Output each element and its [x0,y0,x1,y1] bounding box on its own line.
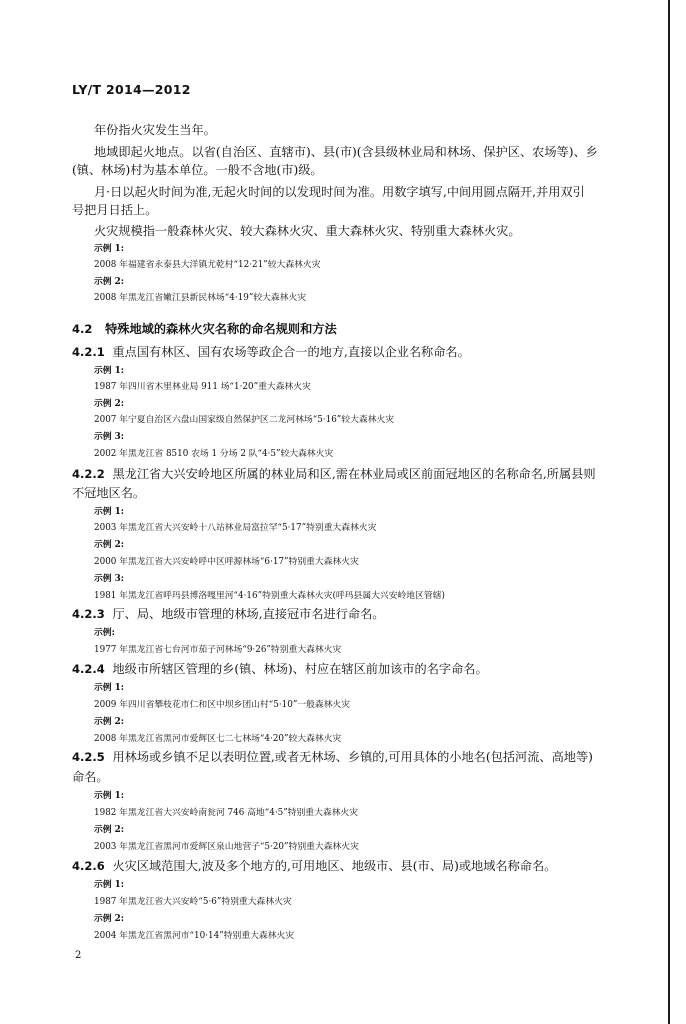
example-text: 1977 年黑龙江省七台河市茄子河林场“9·26”特别重大森林火灾 [94,645,342,655]
example-text: 1987 年黑龙江省大兴安岭“5·6”特别重大森林火灾 [94,897,292,907]
example-label: 示例 2: [94,825,125,835]
example-label: 示例 3: [94,574,125,584]
clause-text: 厅、局、地级市管理的林场,直接冠市名进行命名。 [112,607,385,621]
example-text: 2008 年黑龙江省嫩江县新民林场“4·19”较大森林火灾 [94,293,307,303]
example-label: 示例 2: [94,717,125,727]
example-label: 示例 2: [94,277,125,287]
page-number: 2 [75,950,82,961]
clause-text-continued: 不冠地区名。 [72,486,146,500]
clause-text: 用林场或乡镇不足以表明位置,或者无林场、乡镇的,可用具体的小地名(包括河流、高地等) [112,750,593,764]
example-text: 2003 年黑龙江省大兴安岭十八站林业局富拉罕“5·17”特别重大森林火灾 [94,523,377,533]
clause-text: 地级市所辖区管理的乡(镇、林场)、村应在辖区前加该市的名字命名。 [112,662,488,676]
example-text: 2004 年黑龙江省黑河市“10·14”特别重大森林火灾 [94,931,295,941]
clause-number: 4.2.6 [72,859,105,873]
intro-paragraph-region-line2: (镇、林场)村为基本单位。一般不含地(市)级。 [72,163,323,177]
example-text: 2009 年四川省攀枝花市仁和区中坝乡团山村“5·10”一般森林火灾 [94,700,351,710]
clause-number: 4.2.5 [72,750,105,764]
example-text: 2008 年福建省永泰县大洋镇尤乾村“12·21”较大森林火灾 [94,260,321,270]
example-label: 示例: [94,628,115,638]
example-label: 示例 1: [94,683,125,693]
example-text: 1981 年黑龙江省呼玛县博洛嘎里河“4·16”特别重大森林火灾(呼玛县属大兴安岭地区管辖) [94,591,445,601]
example-label: 示例 1: [94,244,125,254]
scan-edge-line [668,0,670,1024]
clause-text: 黑龙江省大兴安岭地区所属的林业局和区,需在林业局或区前面冠地区的名称命名,所属县则 [112,467,596,481]
clause-4-2-4 [72,660,488,677]
example-label: 示例 1: [94,880,125,890]
section-number: 4.2 [72,322,93,336]
example-label: 示例 1: [94,791,125,801]
example-text: 1982 年黑龙江省大兴安岭南瓮河 746 高地“4·5”特别重大森林火灾 [94,808,359,818]
example-label: 示例 2: [94,914,125,924]
clause-text: 火灾区域范围大,波及多个地方的,可用地区、地级市、县(市、局)或地域名称命名。 [112,859,557,873]
section-title: 特殊地域的森林火灾名称的命名规则和方法 [105,322,337,336]
clause-4-2-1 [72,343,470,360]
clause-number: 4.2.1 [72,345,105,359]
example-text: 2007 年宁夏自治区六盘山国家级自然保护区二龙河林场“5·16”较大森林火灾 [94,415,395,425]
clause-text: 重点国有林区、国有农场等政企合一的地方,直接以企业名称命名。 [112,345,470,359]
example-text: 1987 年四川省木里林业局 911 场“1·20”重大森林火灾 [94,382,311,392]
example-label: 示例 2: [94,399,125,409]
example-label: 示例 2: [94,540,125,550]
intro-paragraph-year: 年份指火灾发生当年。 [94,123,216,137]
clause-number: 4.2.2 [72,467,105,481]
standard-code-header: LY/T 2014—2012 [72,82,191,97]
example-text: 2002 年黑龙江省 8510 农场 1 分场 2 队“4·5”较大森林火灾 [94,449,334,459]
clause-4-2-2 [72,465,596,482]
example-text: 2000 年黑龙江省大兴安岭呼中区呼源林场“6·17”特别重大森林火灾 [94,557,359,567]
example-label: 示例 1: [94,366,125,376]
clause-number: 4.2.3 [72,607,105,621]
clause-4-2-3 [72,605,385,622]
example-text: 2003 年黑龙江省黑河市爱辉区泉山地营子“5·20”特别重大森林火灾 [94,842,359,852]
intro-paragraph-scale: 火灾规模指一般森林火灾、较大森林火灾、重大森林火灾、特别重大森林火灾。 [94,224,521,238]
example-text: 2008 年黑龙江省黑河市爱辉区七二七林场“4·20”较大森林火灾 [94,734,342,744]
intro-paragraph-region-line1: 地域即起火地点。以省(自治区、直辖市)、县(市)(含县级林业局和林场、保护区、农场等)、乡 [94,145,598,159]
example-label: 示例 1: [94,507,125,517]
clause-4-2-5 [72,748,593,765]
section-heading [72,320,337,337]
clause-number: 4.2.4 [72,662,105,676]
example-label: 示例 3: [94,432,125,442]
clause-4-2-6 [72,857,556,874]
clause-text-continued: 命名。 [72,770,109,784]
intro-paragraph-date-line2: 号把月日括上。 [72,203,158,217]
intro-paragraph-date-line1: 月·日以起火时间为准,无起火时间的以发现时间为准。用数字填写,中间用圆点隔开,并用双引 [94,185,585,199]
